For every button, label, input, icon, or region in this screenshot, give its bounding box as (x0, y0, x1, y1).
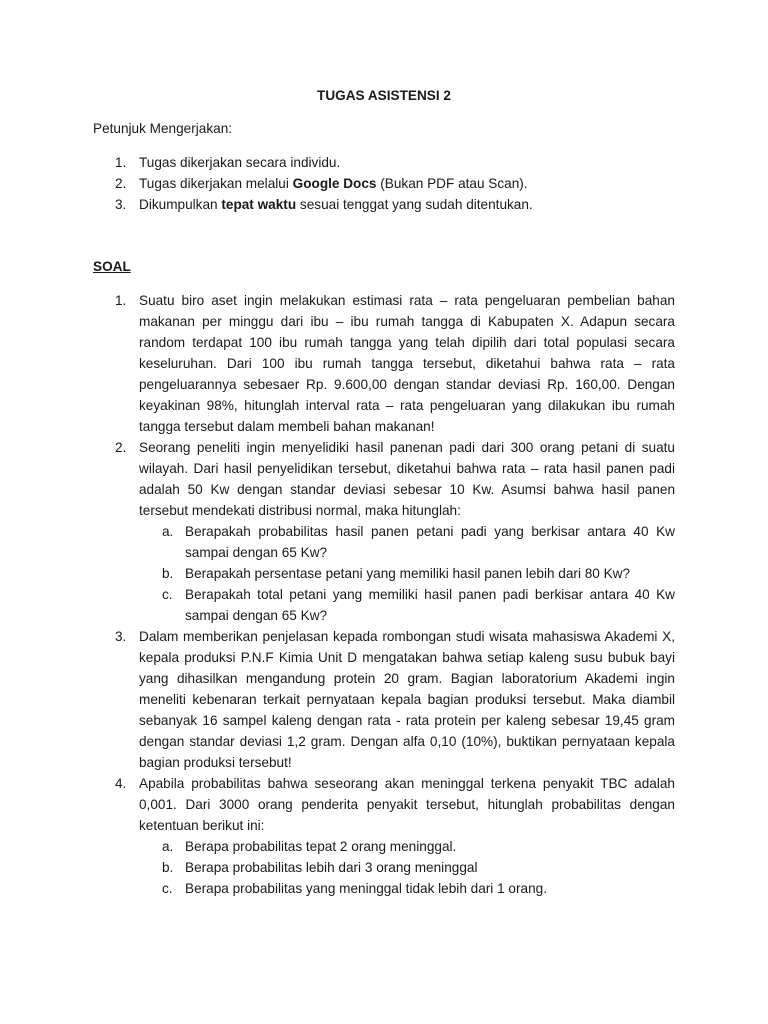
question-text: Seorang peneliti ingin menyelidiki hasil panenan padi dari 300 orang petani di suatu wilayah. Dari hasil penyelidikan tersebut, diketahui bahwa rata – rata hasil panen padi adalah 50 Kw dengan standar deviasi sebesar 10 Kw. Asumsi bahwa hasil panen tersebut mendekati distribusi normal, maka hitunglah: (139, 440, 675, 518)
question-text: Dalam memberikan penjelasan kepada rombongan studi wisata mahasiswa Akademi X, kepala produksi P.N.F Kimia Unit D mengatakan bahwa setiap kaleng susu bubuk bayi yang dihasilkan mengandung protein 20 gram. Bagian laboratorium Akademi ingin meneliti kebenaran terkait pernyataan kepala bagian produksi tersebut. Maka diambil sebanyak 16 sampel kaleng dengan rata - rata protein per kaleng sebesar 19,45 gram dengan standar deviasi 1,2 gram. Dengan alfa 0,10 (10%), buktikan pernyataan kepala bagian produksi tersebut! (139, 629, 675, 770)
instruction-text-part: (Bukan PDF atau Scan). (376, 176, 528, 191)
sub-question-letter: c. (162, 587, 173, 602)
page-title: TUGAS ASISTENSI 2 (317, 88, 451, 103)
instructions-heading: Petunjuk Mengerjakan: (93, 121, 233, 136)
question-item (93, 626, 675, 773)
sub-question-item (139, 584, 675, 626)
instruction-text-part: Tugas dikerjakan melalui (139, 176, 293, 191)
instruction-text-part: Tugas dikerjakan secara individu. (139, 155, 341, 170)
sub-question-text: Berapa probabilitas tepat 2 orang meninggal. (185, 839, 457, 854)
question-text: Suatu biro aset ingin melakukan estimasi rata – rata pengeluaran pembelian bahan makanan per minggu dari ibu – ibu rumah tangga di Kabupaten X. Adapun secara random terdapat 100 ibu rumah tangga yang telah dipilih dari total populasi secara keseluruhan. Dari 100 ibu rumah tangga tersebut, diketahui bahwa rata – rata pengeluarannya sebesaer Rp. 9.600,00 dengan standar deviasi Rp. 160,00. Dengan keyakinan 98%, hitunglah interval rata – rata pengeluaran yang dilakukan ibu rumah tangga tersebut dalam membeli bahan makanan! (139, 293, 675, 434)
instruction-bold-text: tepat waktu (221, 197, 297, 212)
sub-question-item (139, 857, 675, 878)
instruction-item (93, 194, 683, 215)
sub-question-text: Berapa probabilitas yang meninggal tidak lebih dari 1 orang. (185, 881, 547, 896)
question-number: 2. (115, 440, 127, 455)
sub-question-letter: b. (162, 860, 174, 875)
question-number: 4. (115, 776, 127, 791)
sub-question-text: Berapakah probabilitas hasil panen petani padi yang berkisar antara 40 Kw sampai dengan 65 Kw? (185, 524, 675, 560)
instruction-item (93, 173, 683, 194)
instruction-number: 2. (115, 176, 127, 191)
question-number: 3. (115, 629, 127, 644)
sub-question-item (139, 563, 675, 584)
sub-question-item (139, 836, 675, 857)
sub-question-letter: a. (162, 839, 174, 854)
sub-question-letter: c. (162, 881, 173, 896)
question-item (93, 773, 675, 899)
question-item (93, 290, 675, 437)
instruction-text (139, 173, 528, 194)
instruction-text (139, 194, 533, 215)
sub-question-item (139, 878, 675, 899)
question-number: 1. (115, 293, 127, 308)
sub-question-text: Berapa probabilitas lebih dari 3 orang meninggal (185, 860, 478, 875)
question-item (93, 437, 675, 626)
question-text: Apabila probabilitas bahwa seseorang akan meninggal terkena penyakit TBC adalah 0,001. Dari 3000 orang penderita penyakit tersebut, hitunglah probabilitas dengan ketentuan berikut ini: (139, 776, 675, 833)
instruction-bold-text: Google Docs (292, 176, 377, 191)
sub-question-item (139, 521, 675, 563)
questions-list (93, 290, 675, 899)
sub-question-letter: a. (162, 524, 174, 539)
instruction-text (139, 152, 340, 173)
instruction-item (93, 152, 683, 173)
instruction-text-part: Dikumpulkan (139, 197, 222, 212)
instructions-list (93, 152, 683, 215)
sub-question-text: Berapakah total petani yang memiliki hasil panen padi berkisar antara 40 Kw sampai dengan 65 Kw? (185, 587, 675, 623)
sub-question-letter: b. (162, 566, 174, 581)
instruction-number: 1. (115, 155, 127, 170)
section-heading: SOAL (93, 259, 131, 274)
instruction-text-part: sesuai tenggat yang sudah ditentukan. (296, 197, 533, 212)
instruction-number: 3. (115, 197, 127, 212)
sub-question-text: Berapakah persentase petani yang memiliki hasil panen lebih dari 80 Kw? (185, 566, 631, 581)
